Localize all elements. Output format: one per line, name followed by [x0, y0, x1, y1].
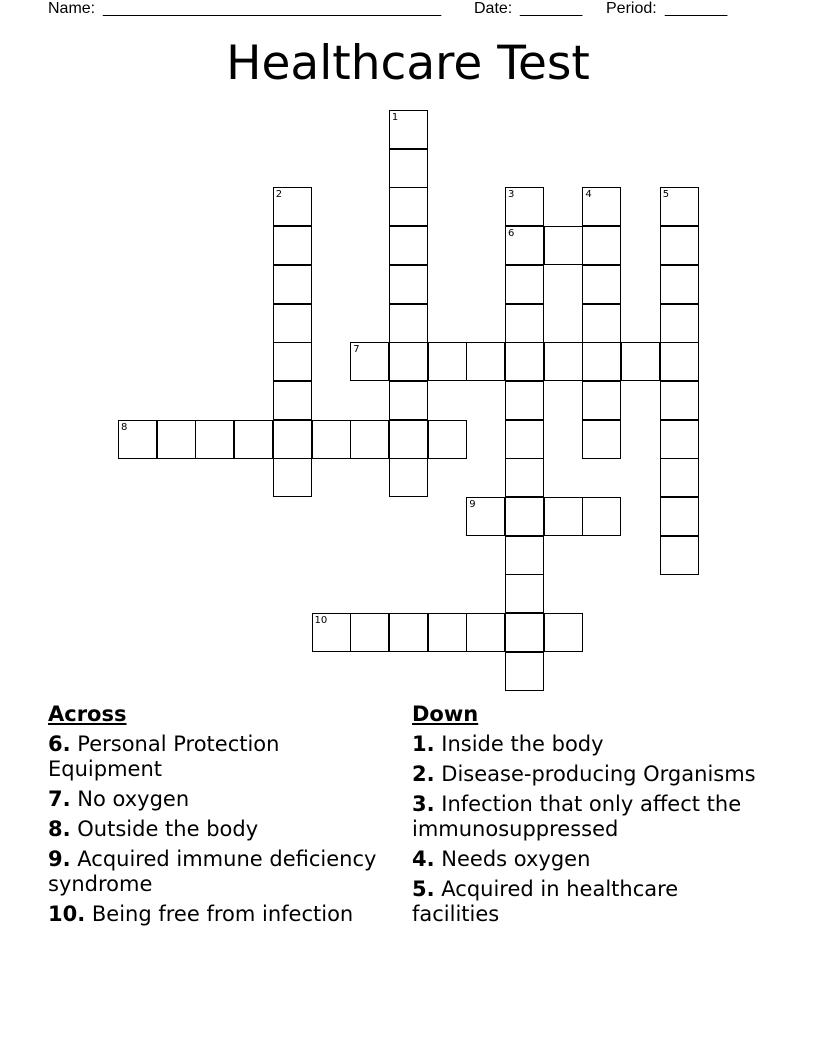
crossword-cell[interactable]: [273, 458, 312, 497]
clue-text: Disease-producing Organisms: [441, 762, 756, 786]
crossword-cell[interactable]: [660, 458, 699, 497]
crossword-cell[interactable]: [312, 420, 351, 459]
crossword-cell[interactable]: [466, 613, 505, 652]
crossword-cell[interactable]: [273, 187, 312, 226]
crossword-cell[interactable]: [505, 458, 544, 497]
crossword-cell[interactable]: [234, 420, 273, 459]
crossword-cell[interactable]: [544, 342, 583, 381]
crossword-cell[interactable]: [582, 187, 621, 226]
clue-down-1: [412, 732, 762, 757]
clue-text: Inside the body: [441, 732, 604, 756]
crossword-cell[interactable]: [582, 304, 621, 343]
cell-number: 9: [469, 499, 476, 510]
crossword-cell[interactable]: [582, 497, 621, 536]
crossword-cell[interactable]: [582, 342, 621, 381]
crossword-cell[interactable]: [660, 265, 699, 304]
crossword-cell[interactable]: [660, 187, 699, 226]
crossword-cell[interactable]: [660, 536, 699, 575]
crossword-cell[interactable]: [389, 110, 428, 149]
clue-number: 4.: [412, 847, 435, 871]
crossword-cell[interactable]: [660, 381, 699, 420]
crossword-cell[interactable]: [273, 226, 312, 265]
crossword-cell[interactable]: [505, 226, 544, 265]
crossword-cell[interactable]: [505, 304, 544, 343]
crossword-cell[interactable]: [389, 342, 428, 381]
clue-text: Being free from infection: [91, 902, 354, 926]
crossword-cell[interactable]: [505, 574, 544, 613]
crossword-cell[interactable]: [660, 304, 699, 343]
name-label: Name:: [48, 0, 96, 17]
crossword-cell[interactable]: [544, 497, 583, 536]
crossword-cell[interactable]: [505, 187, 544, 226]
crossword-cell[interactable]: [389, 226, 428, 265]
page-title: Healthcare Test: [226, 36, 590, 91]
crossword-cell[interactable]: [273, 420, 312, 459]
clue-number: 5.: [412, 877, 435, 901]
clue-text: Needs oxygen: [441, 847, 591, 871]
crossword-cell[interactable]: [428, 613, 467, 652]
crossword-cell[interactable]: [273, 265, 312, 304]
clue-number: 3.: [412, 792, 435, 816]
cell-number: 1: [391, 112, 399, 123]
down-clues: [412, 702, 762, 932]
clue-across-7: [48, 787, 398, 812]
clue-text: Outside the body: [77, 817, 259, 841]
cell-number: 2: [275, 189, 283, 201]
clue-across-10: [48, 902, 398, 927]
crossword-cell[interactable]: [582, 381, 621, 420]
across-heading: Across: [48, 702, 127, 726]
cell-number: 6: [508, 228, 515, 240]
crossword-cell[interactable]: [660, 342, 699, 381]
clue-text: No oxygen: [77, 787, 190, 811]
cell-number: 3: [508, 189, 515, 201]
clue-text: Infection that only affect the immunosuppressed: [412, 792, 742, 841]
crossword-cell[interactable]: [350, 613, 389, 652]
crossword-cell[interactable]: [389, 420, 428, 459]
crossword-cell[interactable]: [505, 265, 544, 304]
crossword-cell[interactable]: [505, 652, 544, 691]
crossword-cell[interactable]: [389, 265, 428, 304]
crossword-cell[interactable]: [621, 342, 660, 381]
down-heading: Down: [412, 702, 479, 726]
clue-number: 2.: [412, 762, 435, 786]
crossword-cell[interactable]: [389, 381, 428, 420]
crossword-cell[interactable]: [660, 226, 699, 265]
crossword-cell[interactable]: [389, 187, 428, 226]
clue-text: Acquired immune deficiency syndrome: [48, 847, 377, 896]
crossword-cell[interactable]: [660, 497, 699, 536]
crossword-cell[interactable]: [466, 342, 505, 381]
clue-down-3: [412, 792, 762, 842]
crossword-cell[interactable]: [389, 304, 428, 343]
clue-number: 8.: [48, 817, 71, 841]
crossword-cell[interactable]: [273, 342, 312, 381]
crossword-cell[interactable]: [389, 458, 428, 497]
period-blank[interactable]: _______: [665, 0, 728, 17]
crossword-cell[interactable]: [582, 265, 621, 304]
cell-number: 10: [314, 615, 328, 627]
clue-across-9: [48, 847, 398, 897]
clue-text: Personal Protection Equipment: [48, 732, 280, 781]
crossword-cell[interactable]: [544, 226, 583, 265]
crossword-cell[interactable]: [273, 304, 312, 343]
cell-number: 8: [121, 421, 128, 433]
crossword-cell[interactable]: [505, 381, 544, 420]
clue-number: 10.: [48, 902, 86, 926]
cell-number: 5: [662, 189, 670, 201]
crossword-cell[interactable]: [350, 342, 389, 381]
clue-text: Acquired in healthcare facilities: [412, 877, 679, 926]
cell-number: 4: [585, 189, 592, 201]
crossword-cell[interactable]: [118, 420, 157, 459]
clue-down-5: [412, 877, 762, 927]
clue-across-8: [48, 817, 398, 842]
crossword-cell[interactable]: [505, 613, 544, 652]
crossword-cell[interactable]: [157, 420, 196, 459]
crossword-cell[interactable]: [660, 420, 699, 459]
crossword-cell[interactable]: [544, 613, 583, 652]
crossword-cell[interactable]: [428, 420, 467, 459]
date-label: Date:: [474, 0, 513, 17]
crossword-cell[interactable]: [273, 381, 312, 420]
clue-down-2: [412, 762, 762, 787]
crossword-cell[interactable]: [466, 497, 505, 536]
clue-down-4: [412, 847, 762, 872]
crossword-cell[interactable]: [582, 420, 621, 459]
crossword-cell[interactable]: [505, 497, 544, 536]
crossword-cell[interactable]: [505, 536, 544, 575]
crossword-cell[interactable]: [428, 342, 467, 381]
clue-number: 1.: [412, 732, 435, 756]
crossword-cell[interactable]: [389, 613, 428, 652]
crossword-cell[interactable]: [195, 420, 234, 459]
crossword-cell[interactable]: [505, 420, 544, 459]
name-blank[interactable]: ______________________________________: [103, 0, 442, 17]
crossword-cell[interactable]: [582, 226, 621, 265]
crossword-cell[interactable]: [312, 613, 351, 652]
clue-number: 6.: [48, 732, 71, 756]
period-label: Period:: [606, 0, 657, 17]
crossword-cell[interactable]: [350, 420, 389, 459]
across-clues: [48, 702, 398, 932]
date-blank[interactable]: _______: [520, 0, 583, 17]
cell-number: 7: [353, 344, 360, 356]
crossword-cell[interactable]: [505, 342, 544, 381]
clue-number: 7.: [48, 787, 71, 811]
clue-across-6: [48, 732, 398, 782]
crossword-cell[interactable]: [389, 149, 428, 188]
clue-number: 9.: [48, 847, 71, 871]
